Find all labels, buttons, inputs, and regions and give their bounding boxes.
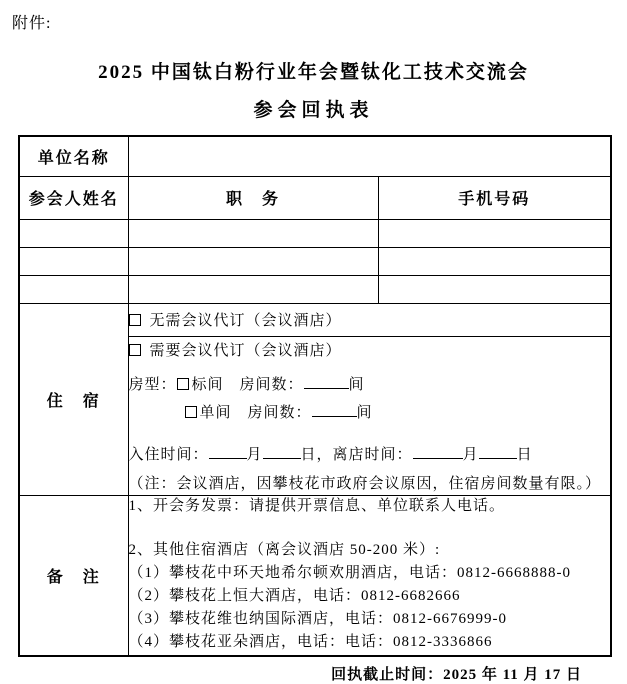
attendee-position-cell[interactable] (128, 247, 378, 275)
attendee-row-1 (19, 219, 611, 247)
single-room-label: 单间 (199, 404, 232, 421)
attendee-header-row (19, 176, 611, 219)
single-room-count-group (248, 405, 373, 421)
standard-room-count-group (240, 377, 365, 393)
remark-line: （3）攀枝花维也纳国际酒店，电话：0812-6676999-0 (128, 610, 507, 627)
reply-deadline: 回执截止时间：2025 年 11 月 17 日 (331, 666, 582, 683)
unit-name-label: 单位名称 (19, 136, 128, 176)
need-booking-label: 需要会议代订（会议酒店） (149, 342, 342, 359)
checkin-month-blank[interactable] (209, 444, 247, 459)
no-booking-cell (128, 303, 611, 336)
attendee-name-cell[interactable] (19, 247, 128, 275)
checkbox-no-booking[interactable] (129, 314, 141, 326)
checkout-day-blank[interactable] (479, 444, 517, 459)
unit-name-row (19, 136, 611, 176)
checkbox-single-room[interactable] (185, 406, 197, 418)
position-header: 职 务 (128, 176, 378, 219)
checkin-day-blank[interactable] (263, 444, 301, 459)
room-type-label: 房型： (128, 376, 177, 393)
room-unit-label: 间 (356, 404, 373, 421)
attendee-row-3 (19, 275, 611, 303)
no-booking-label: 无需会议代订（会议酒店） (149, 313, 342, 329)
need-booking-cell (128, 336, 611, 495)
remark-line: （1）攀枝花中环天地希尔顿欢朋酒店，电话：0812-6668888-0 (128, 564, 571, 581)
attendee-phone-cell[interactable] (378, 275, 611, 303)
attendee-name-cell[interactable] (19, 275, 128, 303)
remark-line: （4）攀枝花亚朵酒店，电话：电话：0812-3336866 (128, 633, 493, 650)
checkbox-need-booking[interactable] (129, 344, 141, 356)
room-count-label: 房间数： (239, 376, 304, 393)
remark-line: 1、开会务发票：请提供开票信息、单位联系人电话。 (128, 497, 506, 514)
room-unit-label: 间 (348, 376, 365, 393)
stay-dates-line (129, 444, 611, 466)
attendee-phone-cell[interactable] (378, 247, 611, 275)
remark-line: 2、其他住宿酒店（离会议酒店 50-200 米）: (128, 541, 441, 558)
remarks-cell (128, 495, 611, 656)
day-comma-label: 日， (300, 446, 333, 463)
checkout-month-blank[interactable] (413, 444, 463, 459)
remarks-row (19, 495, 611, 656)
month-label: 月 (246, 446, 263, 463)
room-count-label: 房间数： (247, 404, 312, 421)
document-subtitle: 参会回执表 (253, 100, 374, 121)
no-booking-row (19, 303, 611, 336)
checkbox-standard-room[interactable] (177, 378, 189, 390)
month-label: 月 (462, 446, 479, 463)
attendee-name-cell[interactable] (19, 219, 128, 247)
registration-form-table (18, 135, 612, 657)
attendee-position-cell[interactable] (128, 219, 378, 247)
standard-room-line (129, 374, 611, 396)
unit-name-input-cell[interactable] (128, 136, 611, 176)
checkout-label: 离店时间： (332, 446, 413, 463)
attendee-position-cell[interactable] (128, 275, 378, 303)
single-room-line (185, 402, 611, 424)
remarks-label: 备 注 (19, 495, 128, 656)
attachment-label: 附件: (12, 15, 52, 32)
accommodation-note: （注：会议酒店，因攀枝花市政府会议原因，住宿房间数量有限。） (128, 475, 602, 492)
need-booking-line (129, 341, 611, 362)
day-label: 日 (516, 446, 533, 463)
checkin-label: 入住时间： (128, 446, 209, 463)
phone-header: 手机号码 (378, 176, 611, 219)
remark-line: （2）攀枝花上恒大酒店，电话：0812-6682666 (128, 587, 461, 604)
attendee-phone-cell[interactable] (378, 219, 611, 247)
attendee-name-header: 参会人姓名 (19, 176, 128, 219)
single-room-count-blank[interactable] (312, 402, 357, 417)
accommodation-label: 住 宿 (19, 303, 128, 495)
standard-room-count-blank[interactable] (304, 374, 349, 389)
document-title: 2025 中国钛白粉行业年会暨钛化工技术交流会 (98, 62, 529, 83)
attendee-row-2 (19, 247, 611, 275)
standard-room-label: 标间 (191, 376, 224, 393)
